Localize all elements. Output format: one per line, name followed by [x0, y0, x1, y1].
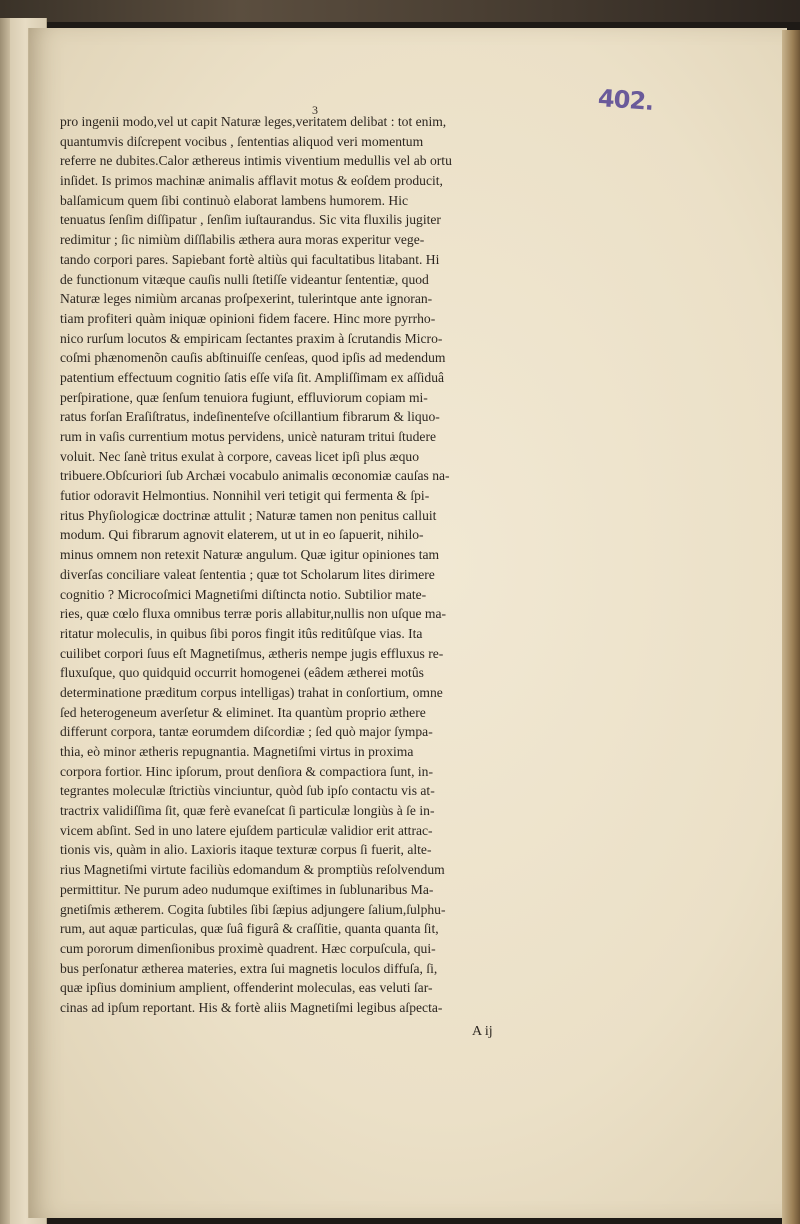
- text-line: de functionum vitæque cauſis nulli ſtetiſſe videantur ſententiæ, quod: [60, 271, 429, 287]
- text-line: tractrix validiſſima ſit, quæ ferè evaneſcat ſi particulæ longiùs à ſe in-: [60, 803, 435, 819]
- text-line: tenuatus ſenſim diſſipatur , ſenſim iuſtaurandus. Sic vita fluxilis jugiter: [60, 212, 441, 228]
- text-line: bus perſonatur ætherea materies, extra ſui magnetis loculos diffuſa, ſi,: [60, 960, 438, 976]
- text-line: rum, aut aquæ particulas, quæ ſuâ figurâ & craſſitie, quanta quanta ſit,: [60, 921, 439, 937]
- text-line: ritus Phyſiologicæ doctrinæ attulit ; Naturæ tamen non penitus calluit: [60, 507, 437, 523]
- text-line: Naturæ leges nimiùm arcanas proſpexerint, tulerintque ante ignoran-: [60, 291, 433, 307]
- text-line: vicem abſint. Sed in uno latere ejuſdem particulæ validior erit attrac-: [60, 822, 433, 838]
- text-line: permittitur. Ne purum adeo nudumque exiſtimes in ſublunaribus Ma-: [60, 881, 434, 897]
- handwritten-folio-number: 402.: [597, 84, 655, 116]
- text-line: voluit. Nec ſanè tritus exulat à corpore, caveas licet ipſi plus æquo: [60, 448, 419, 464]
- text-line: quantumvis diſcrepent vocibus , ſententias aliquod veri momentum: [60, 133, 424, 149]
- text-line: diverſas conciliare valeat ſententia ; quæ tot Scholarum lites dirimere: [60, 566, 435, 582]
- text-line: gnetiſmis ætherem. Cogita ſubtiles ſibi ſæpius adjungere ſalium,ſulphu-: [60, 901, 446, 917]
- text-line: fluxuſque, quo quidquid occurrit homogenei (eâdem ætherei motûs: [60, 665, 424, 681]
- text-line: tegrantes moleculæ ſtrictiùs vinciuntur, quòd ſub ipſo contactu vis at-: [60, 783, 435, 799]
- text-line: modum. Qui fibrarum agnovit elaterem, ut ut in eo ſapuerit, nihilo-: [60, 527, 424, 543]
- text-line: balſamicum quem ſibi continuò elaborat lambens humorem. Hic: [60, 192, 409, 208]
- text-line: pro ingenii modo,vel ut capit Naturæ leges,veritatem delibat : tot enim,: [60, 114, 447, 129]
- text-line: cognitio ? Microcoſmici Magnetiſmi diſtincta notio. Subtilior mate-: [60, 586, 427, 602]
- text-line: patentium effectuum cognitio ſatis eſſe viſa ſit. Ampliſſimam ex aſſiduâ: [60, 369, 445, 385]
- text-line: determinatione præditum corpus intelligas) trahat in conſortium, omne: [60, 684, 443, 700]
- text-line: differunt corpora, tantæ eorumdem diſcordiæ ; ſed quò major ſympa-: [60, 724, 433, 740]
- text-line: ſed heterogeneum averſetur & eliminet. Ita quantùm proprio æthere: [60, 704, 426, 720]
- page-stack-edge: [782, 30, 800, 1224]
- text-line: corpora fortior. Hinc ipſorum, prout denſiora & compactiora ſunt, in-: [60, 763, 433, 779]
- text-line: tiam profiteri quàm iniquæ opinioni fidem facere. Hinc more pyrrho-: [60, 310, 436, 326]
- text-line: cinas ad ipſum reportant. His & fortè aliis Magnetiſmi legibus aſpecta-: [60, 999, 443, 1015]
- text-line: perſpiratione, quæ ſenſum tenuiora fugiunt, effluviorum copiam mi-: [60, 389, 428, 405]
- text-line: cum pororum dimenſionibus proximè quadrent. Hæc corpuſcula, qui-: [60, 940, 436, 956]
- text-line: ries, quæ cœlo fluxa omnibus terræ poris allabitur,nullis non uſque ma-: [60, 606, 447, 622]
- text-line: tribuere.Obſcuriori ſub Archæi vocabulo animalis œconomiæ cauſas na-: [60, 468, 450, 484]
- text-line: nico rurſum locutos & empiricam ſectantes praxim à ſcrutandis Micro-: [60, 330, 443, 346]
- text-line: futior odoravit Helmontius. Nonnihil veri tetigit qui fermenta & ſpi-: [60, 488, 430, 504]
- text-line: referre ne dubites.Calor æthereus intimis viventium medullis vel ab ortu: [60, 153, 452, 169]
- book-top-edge: [0, 0, 800, 22]
- text-line: thia, eò minor ætheris repugnantia. Magnetiſmi virtus in proxima: [60, 744, 414, 759]
- text-line: ritatur moleculis, in quibus ſibi poros fingit itûs reditûſque vias. Ita: [60, 625, 423, 641]
- text-line: rum in vaſis currentium motus pervidens, unicè naturam tritui ſtudere: [60, 429, 436, 444]
- catchword: A ij: [472, 1024, 493, 1039]
- text-line: tionis vis, quàm in alio. Laxioris itaque texturæ corpus ſi fuerit, alte-: [60, 842, 432, 858]
- text-line: rius Magnetiſmi virtute faciliùs edomandum & promptiùs reſolvendum: [60, 862, 445, 878]
- binding-edge: [0, 18, 10, 1224]
- signature-mark: 3: [312, 103, 318, 117]
- text-line: redimitur ; ſic nimiùm diſſlabilis æthera aura moras experitur vege-: [60, 232, 425, 248]
- text-line: minus omnem non retexit Naturæ angulum. Quæ igitur opiniones tam: [60, 547, 440, 563]
- text-line: quæ ipſius dominium amplient, offenderint moleculas, eas veluti ſar-: [60, 980, 433, 996]
- text-line: cuilibet corpori ſuus eſt Magnetiſmus, ætheris nempe jugis effluxus re-: [60, 645, 444, 661]
- text-line: coſmi phænomenõn cauſis abſtinuiſſe cenſeas, quod ipſis ad medendum: [60, 350, 446, 366]
- text-line: tando corpori pares. Sapiebant fortè altiùs qui facultatibus litabant. Hi: [60, 251, 440, 267]
- text-line: inſidet. Is primos machinæ animalis afflavit motus & eoſdem producit,: [60, 173, 443, 189]
- text-line: ratus forſan Eraſiſtratus, indeſinenteſve oſcillantium fibrarum & liquo-: [60, 409, 440, 425]
- body-text: [60, 112, 590, 1018]
